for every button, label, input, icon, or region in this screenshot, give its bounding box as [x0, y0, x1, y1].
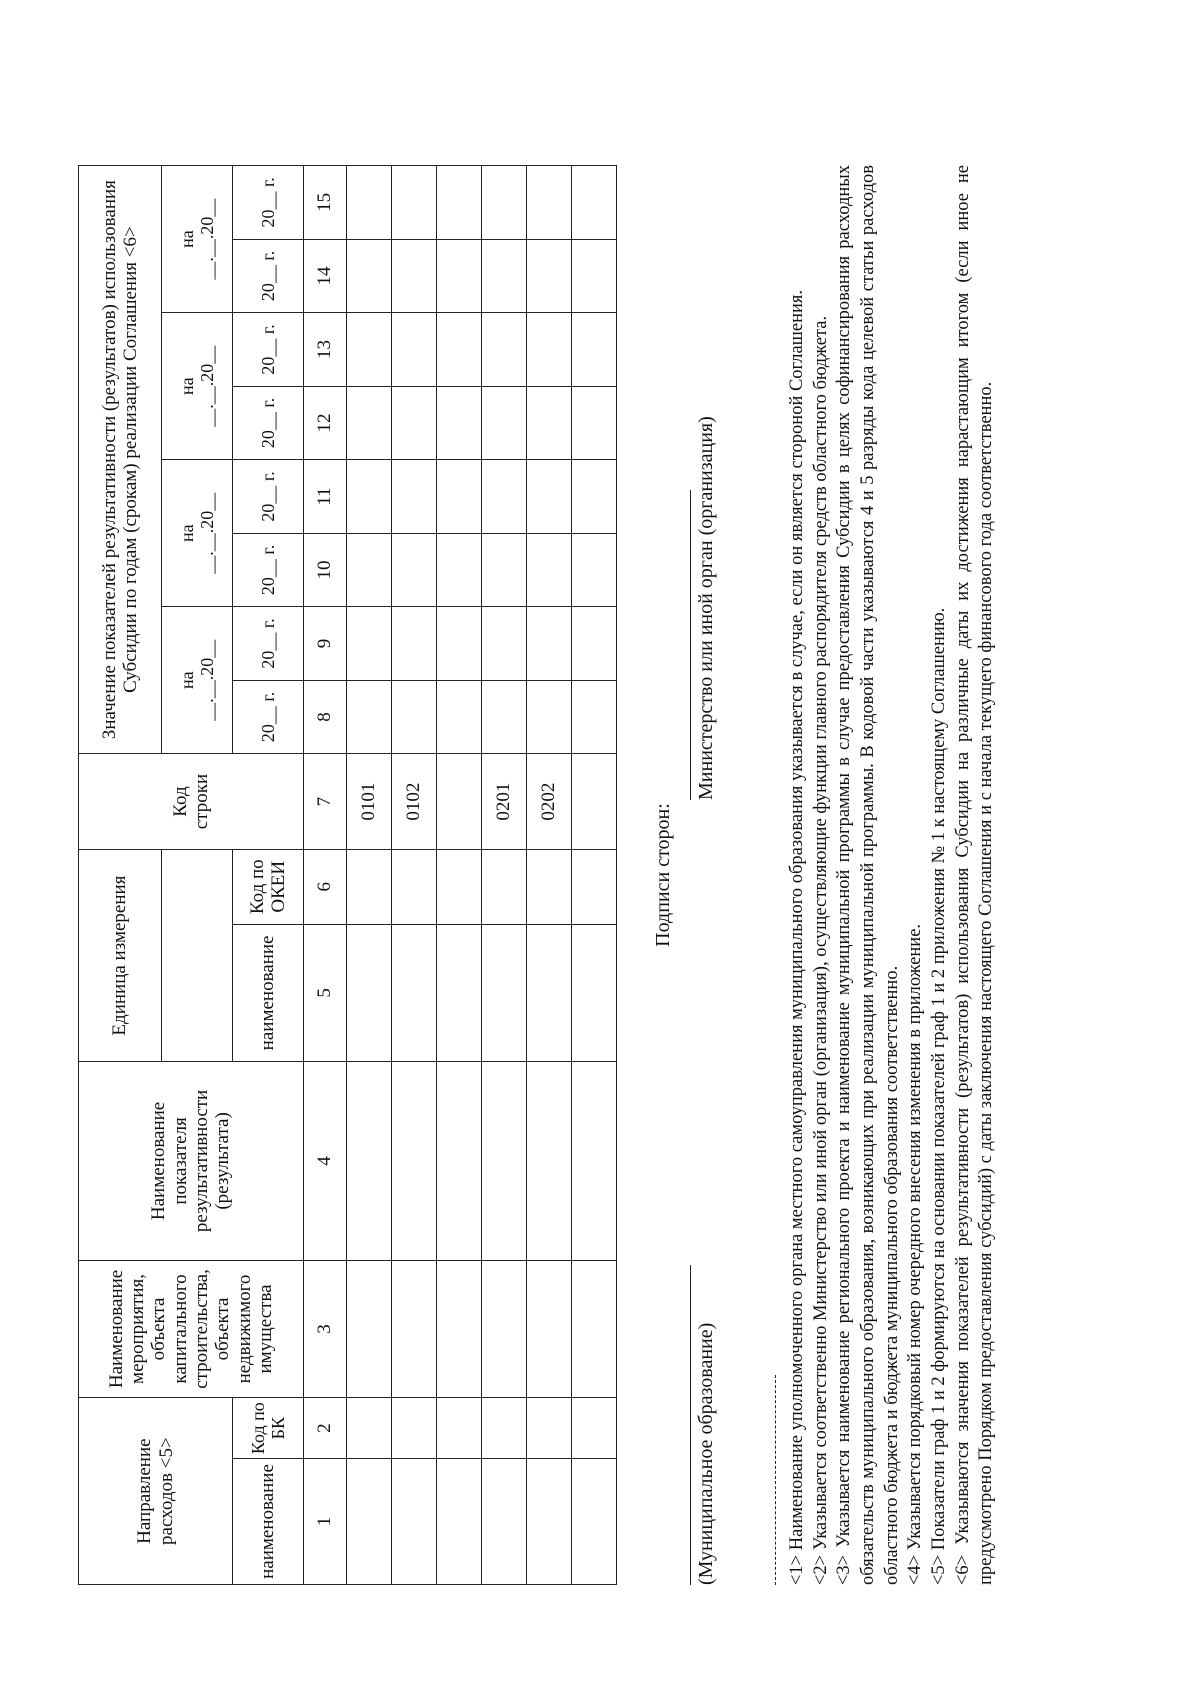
table-cell	[437, 313, 482, 387]
table-cell	[482, 1458, 527, 1584]
table-cell	[572, 607, 617, 681]
signature-left	[690, 1265, 718, 1585]
table-cell	[347, 924, 392, 1062]
table-cell	[572, 1398, 617, 1459]
table-cell	[482, 924, 527, 1062]
table-cell	[572, 239, 617, 313]
table-cell	[347, 1398, 392, 1459]
table-cell	[572, 1062, 617, 1260]
header-year: 20__ г.	[233, 386, 304, 460]
table-row	[482, 166, 527, 1585]
table-cell	[572, 680, 617, 754]
table-cell	[527, 533, 572, 607]
table-cell	[392, 849, 437, 924]
table-cell	[482, 239, 527, 313]
header-year: 20__ г.	[233, 680, 304, 754]
column-number: 8	[304, 680, 347, 754]
table-cell	[572, 313, 617, 387]
header-year: 20__ г.	[233, 533, 304, 607]
table-cell	[527, 1062, 572, 1260]
table-cell	[347, 166, 392, 240]
table-cell	[437, 607, 482, 681]
column-number: 2	[304, 1398, 347, 1459]
table-cell	[437, 1062, 482, 1260]
header-code-bk: Код по БК	[233, 1398, 304, 1459]
table-cell	[437, 239, 482, 313]
table-cell	[437, 460, 482, 534]
table-cell	[392, 1260, 437, 1398]
header-year: 20__ г.	[233, 239, 304, 313]
footnote-5: <5> Показатели граф 1 и 2 формируются на основании показателей граф 1 и 2 приложения № 1 к настоящему Соглашению.	[929, 607, 950, 1585]
column-number: 11	[304, 460, 347, 534]
column-number: 12	[304, 386, 347, 460]
table-cell	[392, 460, 437, 534]
rotated-document-page	[40, 60, 1180, 1660]
header-okei: Код по ОКЕИ	[233, 849, 304, 924]
row-code-cell: 0202	[527, 754, 572, 850]
table-cell	[392, 1458, 437, 1584]
table-cell	[347, 386, 392, 460]
table-cell	[347, 1458, 392, 1584]
header-indicator: Наименование показателя результативности (результата)	[79, 1062, 304, 1260]
header-year: 20__ г.	[233, 166, 304, 240]
table-cell	[572, 386, 617, 460]
header-direction-name: наименование	[233, 1458, 304, 1584]
table-cell	[572, 533, 617, 607]
table-cell	[482, 1062, 527, 1260]
table-cell	[437, 166, 482, 240]
table-cell	[572, 1458, 617, 1584]
table-row	[527, 166, 572, 1585]
footnote-1: <1> Наименование уполномоченного органа местного самоуправления муниципального образования указывается в случае, если он является стороной Соглашения.	[787, 289, 807, 1585]
table-cell	[392, 533, 437, 607]
signature-right-label: Министерство или иной орган (организация)	[695, 416, 717, 800]
table-cell	[527, 460, 572, 534]
table-row	[347, 166, 392, 1585]
table-cell	[347, 239, 392, 313]
column-number: 7	[304, 754, 347, 850]
table-cell	[482, 1260, 527, 1398]
table-cell	[347, 849, 392, 924]
signature-right	[690, 416, 718, 800]
column-number: 6	[304, 849, 347, 924]
table-cell	[527, 313, 572, 387]
signatures-title: Подписи сторон:	[652, 803, 674, 947]
table-cell	[347, 1260, 392, 1398]
column-number: 1	[304, 1458, 347, 1584]
table-cell	[572, 166, 617, 240]
header-values: Значение показателей результативности (результатов) использования Субсидии по годам (срокам) реализации Соглашения <6>	[79, 166, 162, 754]
indicators-table	[78, 165, 617, 1585]
table-cell	[347, 313, 392, 387]
signature-left-label: (Муниципальное образование)	[695, 1322, 717, 1585]
header-year: 20__ г.	[233, 313, 304, 387]
header-period-1: на __.__.20__	[162, 607, 233, 754]
table-cell	[392, 680, 437, 754]
table-cell	[482, 533, 527, 607]
footnote-separator	[775, 1375, 776, 1585]
signature-line	[690, 490, 691, 800]
table-row	[392, 166, 437, 1585]
table-row	[572, 166, 617, 1585]
table-cell	[527, 1458, 572, 1584]
table-cell	[527, 386, 572, 460]
footnotes	[775, 165, 999, 1585]
table-cell	[437, 849, 482, 924]
header-year: 20__ г.	[233, 607, 304, 681]
footnote-4: <4> Указывается порядковый номер очередного внесения изменения в приложение.	[905, 923, 926, 1585]
column-number: 15	[304, 166, 347, 240]
table-cell	[437, 386, 482, 460]
table-cell	[482, 386, 527, 460]
table-cell	[392, 607, 437, 681]
table-cell	[527, 239, 572, 313]
header-unit-name: наименование	[233, 924, 304, 1062]
table-cell	[437, 533, 482, 607]
column-number: 14	[304, 239, 347, 313]
table-cell	[392, 1398, 437, 1459]
table-cell	[572, 1260, 617, 1398]
column-number: 4	[304, 1062, 347, 1260]
table-cell	[527, 166, 572, 240]
row-code-cell	[572, 754, 617, 850]
header-period-3: на __.__.20__	[162, 313, 233, 460]
table-cell	[392, 386, 437, 460]
header-period-2: на __.__.20__	[162, 460, 233, 607]
table-cell	[527, 849, 572, 924]
column-number: 3	[304, 1260, 347, 1398]
table-cell	[392, 924, 437, 1062]
column-number: 10	[304, 533, 347, 607]
table-cell	[572, 460, 617, 534]
table-cell	[527, 607, 572, 681]
footnote-2: <2> Указывается соответственно Министерство или иной орган (организация), осуществляющие функции главного распорядителя средств областного бюджета.	[810, 315, 831, 1585]
row-code-cell: 0101	[347, 754, 392, 850]
footnote-3: <3> Указывается наименование регионального проекта и наименование муниципальной программы в случае предоставления Субсидии в целях софинансирования расходных обязательств муниципального образования, возникающих при реализации муниципальной программы. В кодовой части указываются 4 и 5 разряды кода целевой статьи расходов областного бюджета и бюджета муниципального образования соответственно.	[834, 165, 902, 1585]
header-code-row: Код строки	[79, 754, 304, 850]
header-year: 20__ г.	[233, 460, 304, 534]
table-cell	[347, 1062, 392, 1260]
header-unit-spacer	[162, 849, 233, 1061]
table-row	[437, 166, 482, 1585]
header-event: Наименование мероприятия, объекта капитального строительства, объекта недвижимого имущества	[79, 1260, 304, 1398]
footnote-6: <6> Указываются значения показателей результативности (результатов) использования Субсидии на различные даты их достижения нарастающим итогом (если иное не предусмотрено Порядком предоставления субсидий) с даты заключения настоящего Соглашения и с начала текущего финансового года соответственно.	[952, 165, 997, 1585]
table-cell	[527, 1260, 572, 1398]
table-cell	[437, 1260, 482, 1398]
table-cell	[482, 313, 527, 387]
table-cell	[482, 1398, 527, 1459]
column-number: 13	[304, 313, 347, 387]
table-cell	[392, 313, 437, 387]
table-cell	[482, 607, 527, 681]
table-cell	[437, 1398, 482, 1459]
table-cell	[437, 924, 482, 1062]
table-cell	[527, 680, 572, 754]
table-cell	[482, 460, 527, 534]
table-cell	[347, 460, 392, 534]
row-code-cell: 0102	[392, 754, 437, 850]
table-cell	[392, 166, 437, 240]
header-unit: Единица измерения	[79, 849, 162, 1061]
column-number: 5	[304, 924, 347, 1062]
table-cell	[572, 924, 617, 1062]
header-period-4: на __.__.20__	[162, 166, 233, 313]
row-code-cell	[437, 754, 482, 850]
table-cell	[572, 849, 617, 924]
table-body	[347, 166, 617, 1585]
table-cell	[437, 680, 482, 754]
table-cell	[392, 239, 437, 313]
table-cell	[527, 924, 572, 1062]
table-cell	[482, 680, 527, 754]
table-cell	[347, 607, 392, 681]
table-cell	[392, 1062, 437, 1260]
table-cell	[437, 1458, 482, 1584]
table-cell	[482, 849, 527, 924]
table-cell	[347, 680, 392, 754]
table-cell	[347, 533, 392, 607]
table-cell	[482, 166, 527, 240]
header-direction: Направление расходов <5>	[79, 1398, 233, 1585]
table-cell	[527, 1398, 572, 1459]
signature-line	[690, 1265, 691, 1585]
column-number: 9	[304, 607, 347, 681]
row-code-cell: 0201	[482, 754, 527, 850]
